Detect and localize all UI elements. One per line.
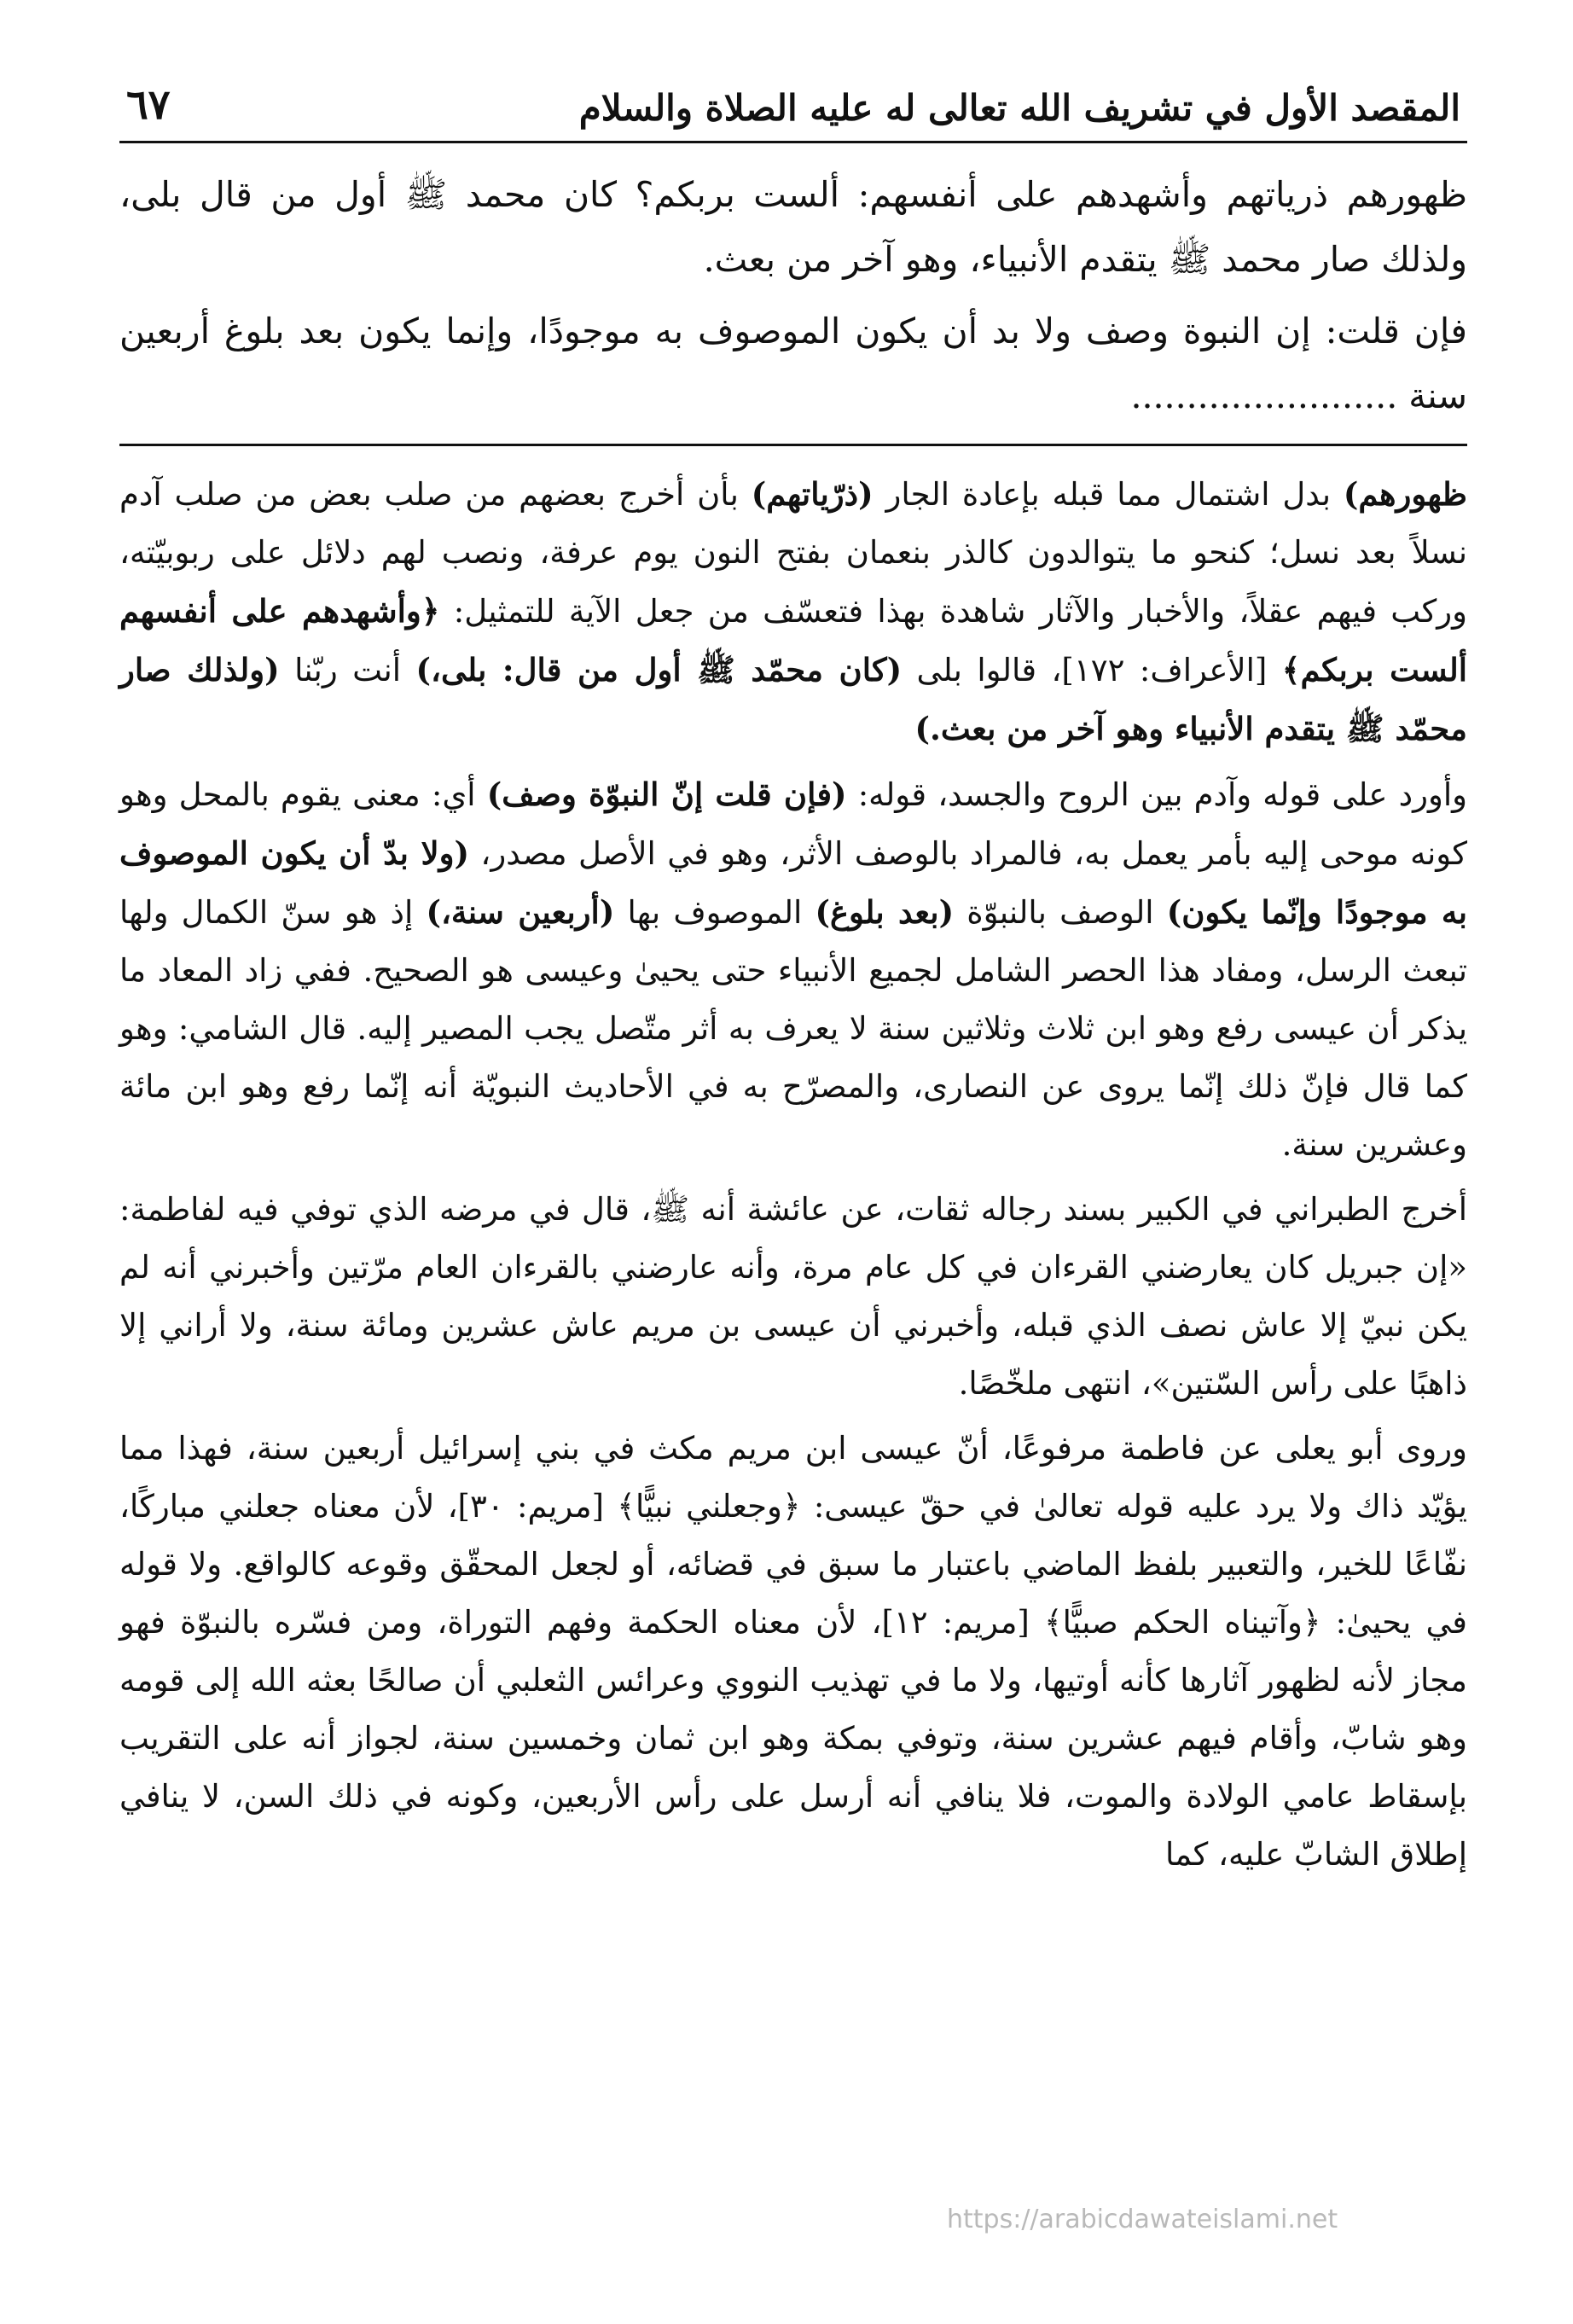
ellipsis-dots: ........................ [1130,375,1398,416]
quoted-phrase: (أربعين سنة،) [426,893,615,931]
quoted-phrase: ظهورهم) [1343,475,1467,513]
commentary-text-run: [الأعراف: ١٧٢]، قالوا بلى [902,652,1282,688]
quoted-phrase: (كان محمّد ﷺ أول من قال: بلى،) [415,651,903,688]
main-paragraph: ظهورهم ذرياتهم وأشهدهم على أنفسهم: ألست بربكم؟ كان محمد ﷺ أول من قال بلى، ولذلك صار محمد ﷺ يتقدم الأنبياء، وهو آخر من بعث. [119,174,1467,280]
main-paragraph [119,299,1467,428]
quran-quote: ﴿وأشهدهم على أنفسهم ألست بربكم﴾ [119,592,1467,688]
page-number: ٦٧ [126,81,171,129]
book-page [119,81,1467,1891]
commentary-text-run: أي: معنى يقوم بالمحل وهو كونه موحى إليه بأمر يعمل به، فالمراد بالوصف الأثر، وهو في الأصل مصدر، [119,776,1467,872]
commentary-paragraph [119,765,1467,1174]
commentary-text-run: الموصوف بها [614,894,816,931]
watermark-url: https://arabicdawateislami.net [947,2205,1338,2234]
commentary-text-run: بدل اشتمال مما قبله بإعادة الجار [873,476,1344,513]
quoted-phrase: (بعد بلوغ) [815,893,955,931]
main-text [119,143,1467,428]
quoted-phrase: (فإن قلت إنّ النبوّة وصف) [486,776,847,813]
quoted-phrase: (ولا بدّ أن يكون الموصوف به موجودًا وإنّما يكون) [119,834,1468,931]
commentary-text-run: الوصف بالنبوّة [954,894,1167,931]
main-paragraph-text: فإن قلت: إن النبوة وصف ولا بد أن يكون الموصوف به موجودًا، وإنما يكون بعد بلوغ أربعين سنة [119,311,1467,416]
commentary-text-run: أنت ربّنا [279,652,416,688]
running-header [119,81,1467,143]
commentary-text [119,465,1467,1884]
commentary-paragraph: أخرج الطبراني في الكبير بسند رجاله ثقات، عن عائشة أنه ﷺ، قال في مرضه الذي توفي فيه لفاطمة: «إن جبريل كان يعارضني القرءان في كل عام مرة، وأنه عارضني بالقرءان العام مرّتين وأخبرني أنه لم يكن نبيّ إلا عاش نصف الذي قبله، وأخبرني أن عيسى بن مريم عاش عشرين ومائة سنة، ولا أراني إلا ذاهبًا على رأس السّتين»، انتهى ملخّصًا. [119,1191,1467,1402]
commentary-text-run: إذ هو سنّ الكمال ولها تبعث الرسل، ومفاد هذا الحصر الشامل لجميع الأنبياء حتى يحيىٰ وعيسى هو الصحيح. ففي زاد المعاد ما يذكر أن عيسى رفع وهو ابن ثلاث وثلاثين سنة لا يعرف به أثر متّصل يجب المصير إليه. قال الشامي: وهو كما قال فإنّ ذلك إنّما يروى عن النصارى، والمصرّح به في الأحاديث النبويّة أنه إنّما رفع وهو ابن مائة وعشرين سنة. [119,894,1467,1163]
commentary-text-run: بأن أخرج بعضهم من صلب بعض من صلب آدم نسلاً بعد نسل؛ كنحو ما يتوالدون كالذر بنعمان بفتح النون يوم عرفة، ونصب لهم دلائل على ربوبيّته، وركب فيهم عقلاً، والأخبار والآثار شاهدة بهذا فتعسّف من جعل الآية للتمثيل: [119,476,1467,630]
quoted-phrase: (ولذلك صار محمّد ﷺ يتقدم الأنبياء وهو آخر من بعث.) [119,651,1467,747]
header-title: المقصد الأول في تشريف الله تعالى له عليه الصلاة والسلام [578,87,1460,129]
commentary-paragraph [119,465,1467,758]
commentary-text-run: وأورد على قوله وآدم بين الروح والجسد، قوله: [846,776,1467,813]
commentary-paragraph: وروى أبو يعلى عن فاطمة مرفوعًا، أنّ عيسى ابن مريم مكث في بني إسرائيل أربعين سنة، فهذا مما يؤيّد ذاك ولا يرد عليه قوله تعالىٰ في حقّ عيسى: ﴿وجعلني نبيًّا﴾ [مريم: ٣٠]، لأن معناه جعلني مباركًا، نفّاعًا للخير، والتعبير بلفظ الماضي باعتبار ما سبق في قضائه، أو لجعل المحقّق وقوعه كالواقع. ولا قوله في يحيىٰ: ﴿وآتيناه الحكم صبيًّا﴾ [مريم: ١٢]، لأن معناه الحكمة وفهم التوراة، ومن فسّره بالنبوّة فهو مجاز لأنه لظهور آثارها كأنه أوتيها، ولا ما في تهذيب النووي وعرائس الثعلبي أن صالحًا بعثه الله إلى قومه وهو شابّ، وأقام فيهم عشرين سنة، وتوفي بمكة وهو ابن ثمان وخمسين سنة، لجواز أنه على التقريب بإسقاط عامي الولادة والموت، فلا ينافي أنه أرسل على رأس الأربعين، وكونه في ذلك السن، لا ينافي إطلاق الشابّ عليه، كما [119,1430,1468,1873]
quoted-phrase: (ذرّياتهم) [751,475,874,513]
section-divider [119,444,1467,446]
